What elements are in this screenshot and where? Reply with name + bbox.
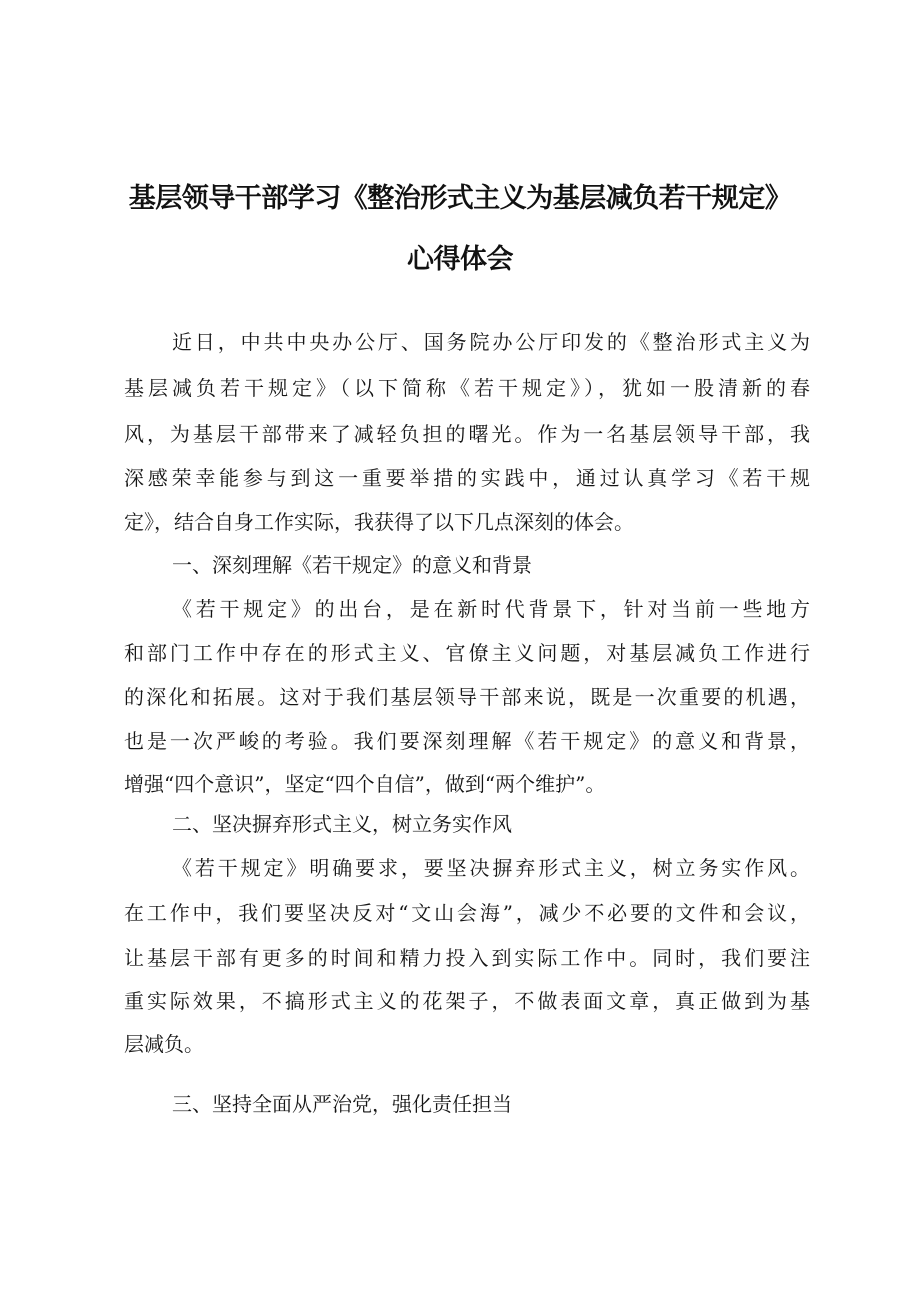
section1-line-1: 《若干规定》的出台，是在新时代背景下，针对当前一些地方 (172, 597, 810, 621)
section2-line-4: 重实际效果，不搞形式主义的花架子，不做表面文章，真正做到为基 (124, 989, 810, 1013)
section1-line-4: 也是一次严峻的考验。我们要深刻理解《若干规定》的意义和背景， (124, 729, 810, 753)
section2-line-1: 《若干规定》明确要求，要坚决摒弃形式主义，树立务实作风。 (172, 856, 810, 880)
document-title-line-1: 基层领导干部学习《整治形式主义为基层减负若干规定》 (128, 183, 792, 214)
section2-line-2: 在工作中，我们要坚决反对“文山会海”，减少不必要的文件和会议， (124, 901, 810, 925)
section2-line-3: 让基层干部有更多的时间和精力投入到实际工作中。同时，我们要注 (124, 946, 810, 970)
section1-line-3: 的深化和拓展。这对于我们基层领导干部来说，既是一次重要的机遇， (124, 685, 810, 709)
section2-line-5: 层减负。 (124, 1032, 204, 1056)
section3-heading: 三、坚持全面从严治党，强化责任担当 (172, 1092, 512, 1116)
intro-line-2: 基层减负若干规定》（以下简称《若干规定》），犹如一股清新的春 (124, 376, 810, 400)
intro-line-3: 风，为基层干部带来了减轻负担的曙光。作为一名基层领导干部，我 (124, 422, 810, 446)
document-title-line-2: 心得体会 (407, 244, 513, 275)
intro-line-1: 近日，中共中央办公厅、国务院办公厅印发的《整治形式主义为 (172, 330, 810, 354)
intro-line-5: 定》，结合自身工作实际，我获得了以下几点深刻的体会。 (124, 510, 634, 534)
section1-heading: 一、深刻理解《若干规定》的意义和背景 (172, 553, 532, 577)
section2-heading: 二、坚决摒弃形式主义，树立务实作风 (172, 812, 512, 836)
section1-line-2: 和部门工作中存在的形式主义、官僚主义问题，对基层减负工作进行 (124, 641, 810, 665)
intro-line-4: 深感荣幸能参与到这一重要举措的实践中，通过认真学习《若干规 (124, 466, 810, 490)
section1-line-5: 增强“四个意识”，坚定“四个自信”，做到“两个维护”。 (124, 772, 606, 796)
